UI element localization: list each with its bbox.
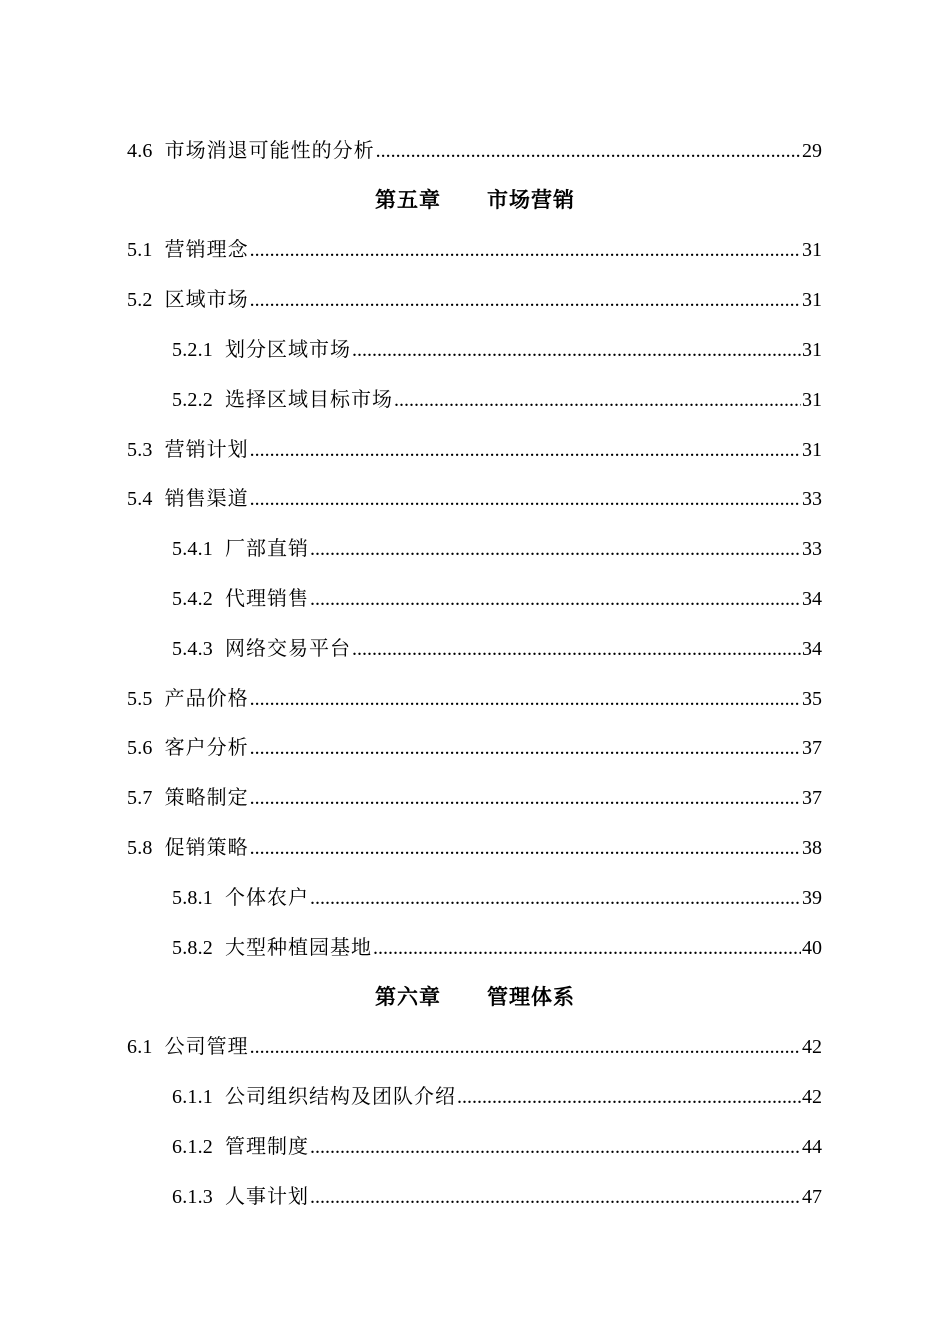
toc-entry-line (172, 1187, 822, 1207)
section-title: 大型种植园基地 (225, 936, 372, 959)
toc-entry-line (172, 938, 822, 958)
dot-leader (250, 489, 801, 509)
toc-entry[interactable] (0, 1072, 950, 1122)
section-number: 6.1.3 (172, 1185, 213, 1208)
toc-entry-line (127, 240, 822, 260)
toc-entry-line (172, 1087, 822, 1107)
toc-entry[interactable] (0, 823, 950, 873)
toc-entry[interactable] (0, 126, 950, 176)
page-number: 31 (802, 239, 822, 262)
dot-leader (310, 888, 801, 908)
toc-entry[interactable] (0, 375, 950, 425)
page-number: 47 (802, 1185, 822, 1208)
dot-leader (310, 1137, 801, 1157)
section-number: 5.3 (127, 438, 153, 461)
section-number: 5.4.1 (172, 538, 213, 561)
section-title: 营销计划 (164, 438, 249, 461)
dot-leader (250, 738, 801, 758)
dot-leader (250, 440, 801, 460)
section-title: 公司组织结构及团队介绍 (225, 1086, 456, 1109)
section-title: 厂部直销 (225, 538, 309, 561)
toc-entry-line (127, 489, 822, 509)
section-title: 产品价格 (164, 687, 249, 710)
dot-leader (310, 589, 801, 609)
section-title: 客户分析 (164, 737, 249, 760)
dot-leader (310, 1187, 801, 1207)
toc-entry-line (127, 838, 822, 858)
section-title: 划分区域市场 (225, 339, 351, 362)
section-number: 5.4.2 (172, 588, 213, 611)
page-number: 29 (802, 139, 822, 162)
toc-entry-line (127, 738, 822, 758)
toc-entry-line (127, 689, 822, 709)
page-number: 31 (802, 388, 822, 411)
page-number: 31 (802, 438, 822, 461)
page-number: 33 (802, 538, 822, 561)
page-number: 31 (802, 289, 822, 312)
toc-entry-line (172, 390, 822, 410)
section-title: 市场消退可能性的分析 (164, 139, 375, 162)
toc-entry[interactable] (0, 773, 950, 823)
dot-leader (352, 639, 801, 659)
toc-entry[interactable] (0, 574, 950, 624)
page-number: 31 (802, 339, 822, 362)
toc-entry-line (127, 141, 822, 161)
toc-entry-line (127, 788, 822, 808)
section-number: 6.1.1 (172, 1086, 213, 1109)
section-number: 5.8.2 (172, 936, 213, 959)
dot-leader (394, 390, 801, 410)
toc-entry[interactable] (0, 425, 950, 475)
section-number: 4.6 (127, 139, 153, 162)
page-number: 40 (802, 936, 822, 959)
toc-entry[interactable] (0, 275, 950, 325)
table-of-contents (0, 126, 950, 1222)
page-number: 42 (802, 1036, 822, 1059)
dot-leader (250, 240, 801, 260)
page-number: 34 (802, 588, 822, 611)
chapter-label: 第五章 (375, 188, 441, 213)
dot-leader (457, 1087, 801, 1107)
dot-leader (250, 1037, 801, 1057)
chapter-title: 管理体系 (487, 984, 575, 1009)
section-number: 5.1 (127, 239, 153, 262)
toc-entry-line (172, 639, 822, 659)
page-number: 42 (802, 1086, 822, 1109)
page-number: 34 (802, 637, 822, 660)
section-number: 5.8 (127, 837, 153, 860)
section-number: 5.2.2 (172, 388, 213, 411)
toc-entry[interactable] (0, 624, 950, 674)
toc-entry-line (172, 589, 822, 609)
section-number: 6.1 (127, 1036, 153, 1059)
dot-leader (250, 838, 801, 858)
page-number: 37 (802, 787, 822, 810)
section-title: 个体农户 (225, 886, 309, 909)
section-number: 6.1.2 (172, 1135, 213, 1158)
toc-entry[interactable] (0, 724, 950, 774)
page-number: 39 (802, 886, 822, 909)
section-title: 促销策略 (164, 837, 249, 860)
section-title: 策略制定 (164, 787, 249, 810)
section-title: 区域市场 (164, 289, 249, 312)
toc-entry[interactable] (0, 674, 950, 724)
dot-leader (310, 539, 801, 559)
toc-entry-line (172, 1137, 822, 1157)
section-number: 5.7 (127, 787, 153, 810)
page-number: 33 (802, 488, 822, 511)
toc-entry[interactable] (0, 923, 950, 973)
toc-entry[interactable] (0, 873, 950, 923)
toc-entry-line (127, 1037, 822, 1057)
section-title: 营销理念 (164, 239, 249, 262)
dot-leader (376, 141, 801, 161)
section-number: 5.4 (127, 488, 153, 511)
section-number: 5.5 (127, 687, 153, 710)
section-title: 公司管理 (164, 1036, 249, 1059)
dot-leader (352, 340, 801, 360)
section-title: 销售渠道 (164, 488, 249, 511)
toc-entry-line (172, 539, 822, 559)
page-number: 38 (802, 837, 822, 860)
section-number: 5.6 (127, 737, 153, 760)
page-number: 37 (802, 737, 822, 760)
toc-entry[interactable] (0, 325, 950, 375)
section-number: 5.4.3 (172, 637, 213, 660)
section-number: 5.2.1 (172, 339, 213, 362)
toc-entry[interactable] (0, 1022, 950, 1072)
page-number: 35 (802, 687, 822, 710)
chapter-heading (0, 973, 950, 1023)
section-title: 网络交易平台 (225, 637, 351, 660)
toc-entry[interactable] (0, 1172, 950, 1222)
section-title: 人事计划 (225, 1185, 309, 1208)
toc-entry[interactable] (0, 226, 950, 276)
toc-entry-line (127, 440, 822, 460)
page-number: 44 (802, 1135, 822, 1158)
chapter-title: 市场营销 (487, 188, 575, 213)
toc-entry-line (172, 888, 822, 908)
chapter-label: 第六章 (375, 984, 441, 1009)
section-number: 5.2 (127, 289, 153, 312)
section-title: 代理销售 (225, 588, 309, 611)
dot-leader (250, 689, 801, 709)
dot-leader (250, 788, 801, 808)
toc-entry[interactable] (0, 475, 950, 525)
dot-leader (373, 938, 801, 958)
toc-entry[interactable] (0, 524, 950, 574)
section-title: 选择区域目标市场 (225, 388, 393, 411)
toc-entry[interactable] (0, 1122, 950, 1172)
toc-entry-line (172, 340, 822, 360)
section-title: 管理制度 (225, 1135, 309, 1158)
dot-leader (250, 290, 801, 310)
chapter-heading (0, 176, 950, 226)
toc-entry-line (127, 290, 822, 310)
section-number: 5.8.1 (172, 886, 213, 909)
